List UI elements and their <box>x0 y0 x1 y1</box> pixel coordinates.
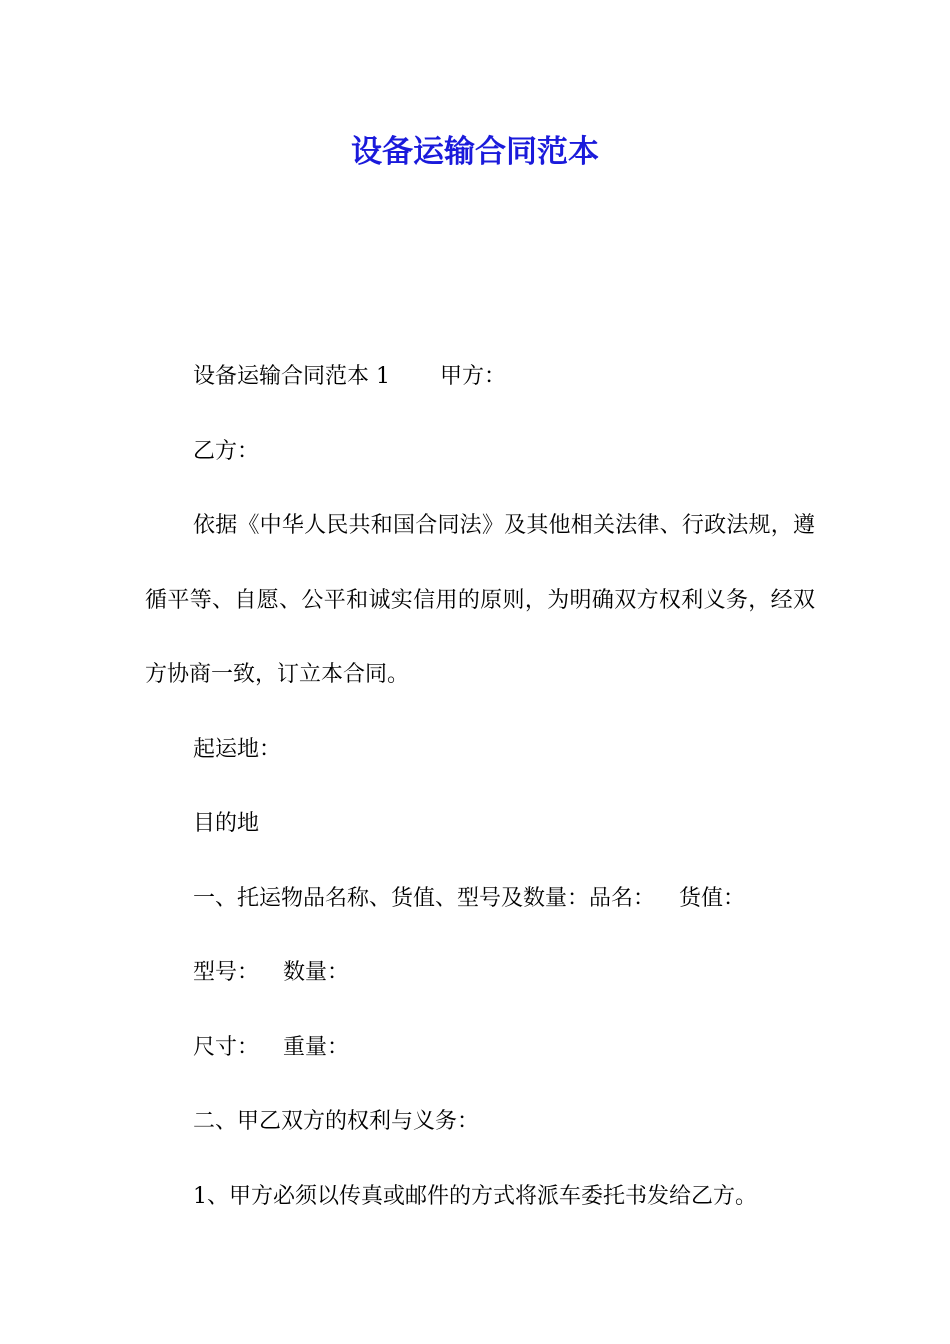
paragraph-size-weight <box>145 1011 815 1086</box>
goods-value-label: 货值： <box>679 885 746 911</box>
clause-one: 1、甲方必须以传真或邮件的方式将派车委托书发给乙方。 <box>193 1183 757 1209</box>
destination-label: 目的地 <box>193 811 260 836</box>
party-a-label: 甲方： <box>440 364 507 389</box>
document-title: 设备运输合同范本 <box>351 134 599 170</box>
paragraph-contract-heading <box>145 340 815 415</box>
quantity-label: 数量： <box>283 960 350 985</box>
contract-number-label: 设备运输合同范本 1 <box>193 364 390 389</box>
party-b-label: 乙方： <box>193 438 260 464</box>
origin-label: 起运地： <box>193 736 282 762</box>
goods-info-label: 一、托运物品名称、货值、型号及数量：品名： <box>193 885 656 911</box>
size-label: 尺寸： <box>193 1034 260 1060</box>
model-label: 型号： <box>193 960 260 985</box>
weight-label: 重量： <box>283 1034 350 1060</box>
section-two-heading: 二、甲乙双方的权利与义务： <box>193 1109 480 1134</box>
document-body <box>145 340 815 1234</box>
paragraph-goods-info <box>145 862 815 937</box>
paragraph-model-quantity <box>145 936 815 1011</box>
paragraph-preamble: 依据《中华人民共和国合同法》及其他相关法律、行政法规，遵循平等、自愿、公平和诚实信用的原则，为明确双方权利义务，经双方协商一致，订立本合同。 <box>145 513 815 687</box>
